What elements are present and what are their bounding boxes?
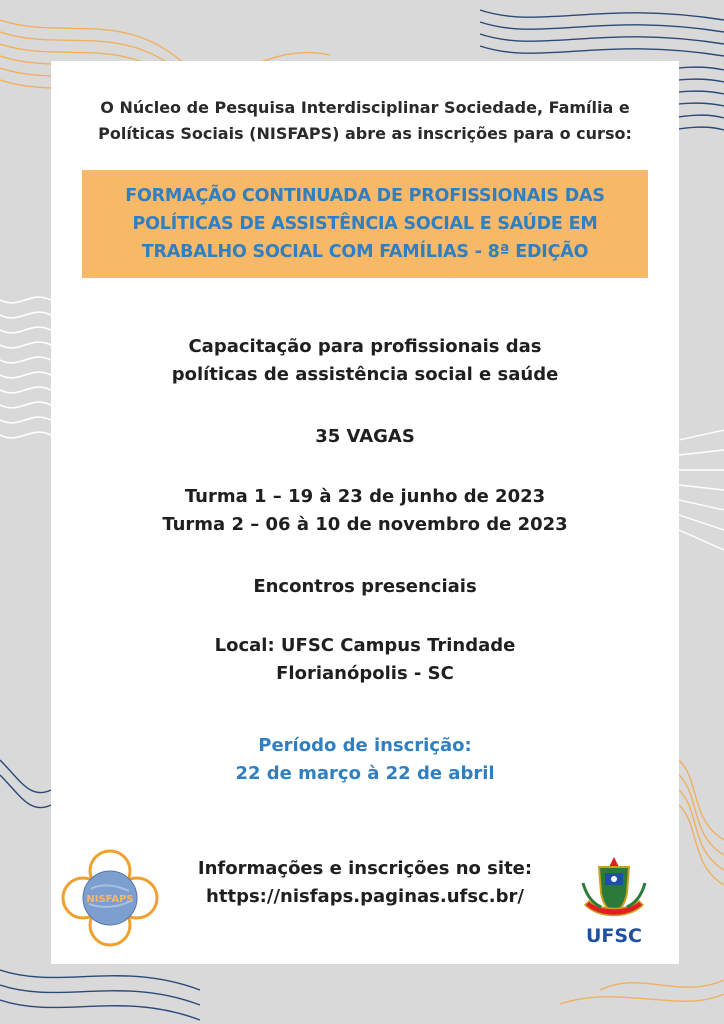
local-line-2: Florianópolis - SC	[276, 663, 454, 684]
intro-text	[51, 95, 679, 147]
local-text	[51, 632, 679, 688]
periodo-dates: 22 de março à 22 de abril	[235, 763, 495, 784]
site-link[interactable]: https://nisfaps.paginas.ufsc.br/	[206, 886, 524, 907]
flyer-card	[51, 61, 679, 964]
ufsc-crest-icon	[579, 853, 649, 925]
ufsc-logo	[579, 853, 649, 953]
capacitacao-line-2: políticas de assistência social e saúde	[171, 364, 559, 385]
periodo-inscricao	[51, 732, 679, 788]
course-title-line-1: FORMAÇÃO CONTINUADA DE PROFISSIONAIS DAS	[125, 186, 605, 206]
capacitacao-text	[51, 333, 679, 389]
nisfaps-logo	[61, 849, 159, 947]
periodo-label: Período de inscrição:	[258, 735, 472, 756]
info-label: Informações e inscrições no site:	[197, 858, 533, 879]
white-wave-lines-left	[0, 297, 51, 438]
turmas-text	[51, 483, 679, 539]
turma-1: Turma 1 – 19 à 23 de junho de 2023	[184, 486, 546, 507]
course-title-line-2: POLÍTICAS DE ASSISTÊNCIA SOCIAL E SAÚDE EM	[132, 214, 598, 234]
nisfaps-logo-text: NISFAPS	[86, 894, 134, 905]
vagas-text: 35 VAGAS	[315, 426, 415, 447]
intro-line-1: O Núcleo de Pesquisa Interdisciplinar Sociedade, Família e	[100, 98, 630, 117]
ufsc-logo-text: UFSC	[585, 925, 643, 947]
local-line-1: Local: UFSC Campus Trindade	[214, 635, 516, 656]
encontros-text: Encontros presenciais	[253, 576, 477, 597]
capacitacao-line-1: Capacitação para profissionais das	[188, 336, 542, 357]
course-title-line-3: TRABALHO SOCIAL COM FAMÍLIAS - 8ª EDIÇÃO	[141, 242, 589, 262]
turma-2: Turma 2 – 06 à 10 de novembro de 2023	[162, 514, 568, 535]
white-radial-lines-right	[679, 430, 724, 550]
course-title-banner	[82, 170, 648, 278]
intro-line-2: Políticas Sociais (NISFAPS) abre as inscrições para o curso:	[98, 124, 632, 143]
